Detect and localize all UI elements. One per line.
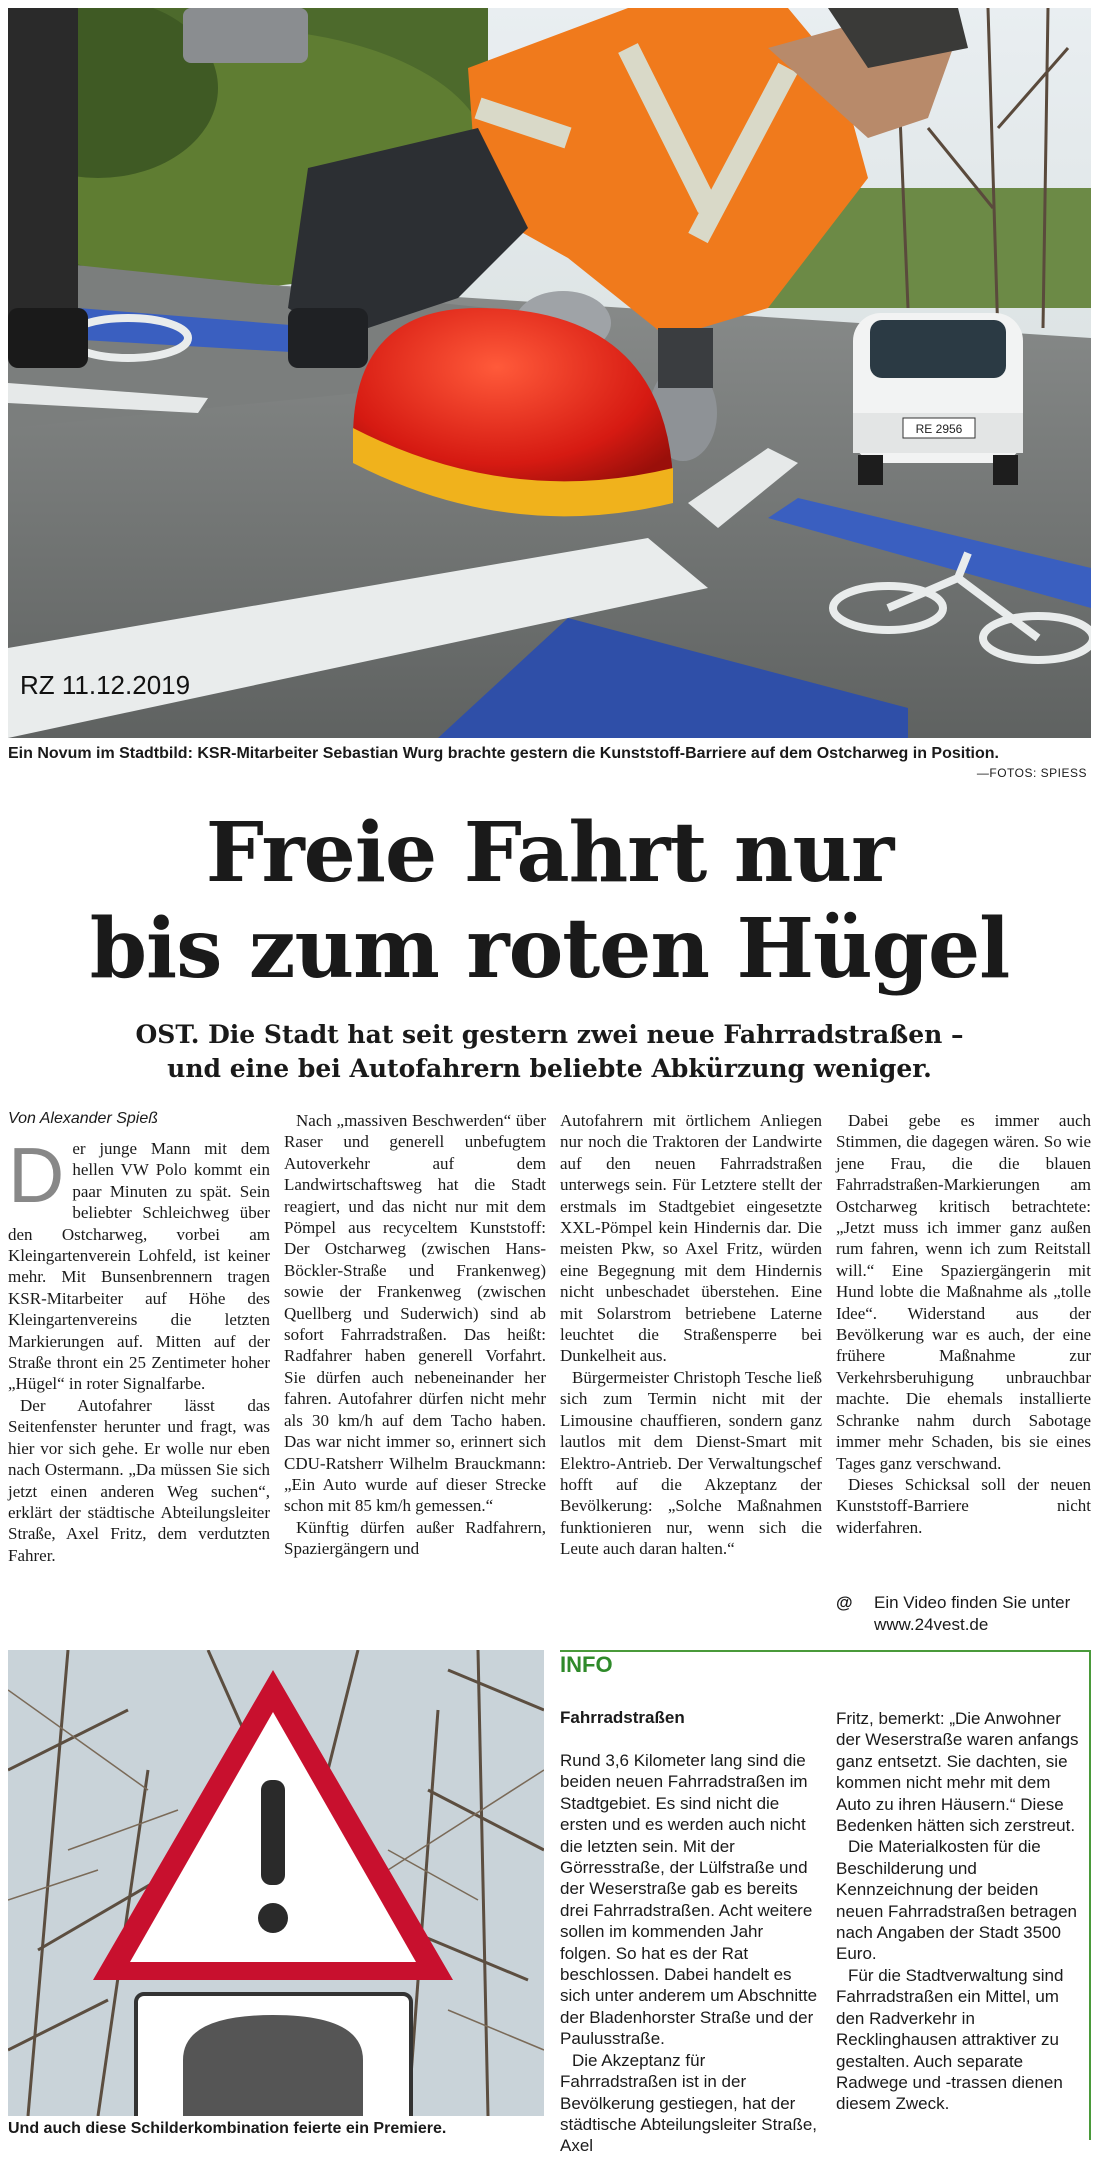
- article-column-1: [8, 1131, 270, 1566]
- info-title: INFO: [560, 1652, 613, 1677]
- info-column-2: [836, 1708, 1086, 2115]
- date-stamp: RZ 11.12.2019: [20, 670, 191, 700]
- at-icon: @: [836, 1593, 853, 1612]
- article-paragraph: Bürgermeister Christoph Tesche ließ sich zum Termin nicht mit der Limousine chauffieren, sondern ganz lautlos mit dem Dienst-Smart mit Elektro-Antrieb. Der Verwaltungschef hofft auf die Akzeptanz der Bevölkerung: „Solche Maßnahmen funktionieren nur, wenn sich die Leute auch daran halten.“: [560, 1367, 822, 1559]
- article-paragraph: er junge Mann mit dem hellen VW Polo kommt ein paar Minuten zu spät. Sein beliebter Schleichweg über den Ostcharweg, vorbei am Kleingartenverein Lohfeld, ist keiner mehr. Mit Bunsenbrennern tragen KSR-Mitarbeiter auf Höhe des Kleingartenvereins die letzten Markierungen auf. Mitten auf der Straße thront ein 25 Zentimeter hoher „Hügel“ in roter Signalfarbe.: [8, 1139, 270, 1394]
- article-paragraph: Dabei gebe es immer auch Stimmen, die dagegen wären. So wie jene Frau, die die blauen Fahrradstraßen-Markierungen am Ostcharweg kritisch betrachtete: „Jetzt muss ich immer ganz außen rum fahren, wenn ich zum Reitstall will.“ Eine Spaziergängerin mit Hund lobte die Maßnahme als „tolle Idee“. Widerstand aus der Bevölkerung war es auch, der eine frühere Maßnahme zur Verkehrsberuhigung unbrauchbar machte. Die ehemals installierte Schranke nahm durch Sabotage immer mehr Schaden, bis sie eines Tages ganz verschwand.: [836, 1111, 1091, 1473]
- article-paragraph: Künftig dürfen außer Radfahrern, Spaziergängern und: [284, 1517, 546, 1559]
- photo-credit: —FOTOS: SPIESS: [976, 766, 1087, 780]
- warning-sign-photo: [8, 1650, 544, 2116]
- headline-line-1: Freie Fahrt nur: [205, 805, 894, 901]
- article-paragraph: Autofahrern mit örtlichem Anliegen nur noch die Traktoren der Landwirte auf den neuen Fahrradstraßen unterwegs sein. Für Letztere stellt der erstmals im Stadtgebiet eingesetzte XXL-Pömpel kein Hindernis dar. Die meisten Pkw, so Axel Fritz, würden eine Begegnung mit dem Hindernis nicht unbeschadet überstehen. Eine mit Solarstrom betriebene Laterne leuchtet die Straßensperre bei Dunkelheit aus.: [560, 1111, 822, 1366]
- article-paragraph: Dieses Schicksal soll der neuen Kunststoff-Barriere nicht widerfahren.: [836, 1474, 1091, 1537]
- drop-cap: D: [8, 1131, 65, 1219]
- headline-line-2: bis zum roten Hügel: [89, 901, 1010, 997]
- bottom-photo-caption: Und auch diese Schilderkombination feierte ein Premiere.: [8, 2120, 447, 2137]
- top-photo-caption: Ein Novum im Stadtbild: KSR-Mitarbeiter Sebastian Wurg brachte gestern die Kunststoff-Barriere auf dem Ostcharweg in Position.: [8, 745, 999, 762]
- road-worker-photo: [8, 8, 1091, 738]
- car-plate: RE 2956: [915, 422, 963, 436]
- info-paragraph: Für die Stadtverwaltung sind Fahrradstraßen ein Mittel, um den Radverkehr in Recklinghausen attraktiver zu gestalten. Auch separate Radwege und -trassen dienen diesem Zweck.: [836, 1965, 1064, 2114]
- info-subtitle: Fahrradstraßen: [560, 1708, 685, 1727]
- subheadline: [0, 1018, 1099, 1086]
- info-paragraph: Die Akzeptanz für Fahrradstraßen ist in der Bevölkerung gestiegen, hat der städtische Abteilungsleiter Straße, Axel: [560, 2050, 818, 2156]
- article-column-3: [560, 1110, 822, 1560]
- exclamation-icon: [261, 1780, 285, 1885]
- headline: [0, 805, 1099, 997]
- info-paragraph: Fritz, bemerkt: „Die Anwohner der Weserstraße waren anfangs ganz entsetzt. Sie dachten, sie kommen nicht mehr mit dem Auto zu ihren Häusern.“ Diese Bedenken hätten sich zerstreut.: [836, 1709, 1079, 1836]
- dome-symbol-icon: [183, 2015, 363, 2116]
- info-paragraph: Rund 3,6 Kilometer lang sind die beiden neuen Fahrradstraßen im Stadtgebiet. Es sind nicht die ersten und es werden auch nicht die letzten sein. Mit der Görresstraße, der Lülfstraße und der Weserstraße gab es bereits drei Fahrradstraßen. Acht weitere sollen im kommenden Jahr folgen. So hat es der Rat beschlossen. Dabei handelt es sich unter anderem um Abschnitte der Bladenhorster Straße und der Paulusstraße.: [560, 1751, 818, 2049]
- article-column-2: [284, 1110, 546, 1560]
- top-photo: [8, 8, 1091, 738]
- subhead-line-2: und eine bei Autofahrern beliebte Abkürzung weniger.: [167, 1054, 932, 1083]
- article-paragraph: Nach „massiven Beschwerden“ über Raser und generell unbefugtem Autoverkehr auf dem Landwirtschaftsweg hat die Stadt reagiert, und das nicht nur mit dem Pömpel aus recyceltem Kunststoff: Der Ostcharweg (zwischen Hans-Böckler-Straße und Frankenweg) sowie der Frankenweg (zwischen Quellberg und Suderwich) sind ab sofort Fahrradstraßen. Das heißt: Radfahrer haben generell Vorfahrt. Sie dürfen auch nebeneinander her fahren. Autofahrer dürfen nicht mehr als 30 km/h auf dem Tacho haben. Das war nicht immer so, erinnert sich CDU-Ratsherr Wilhelm Brauckmann: „Ein Auto wurde auf dieser Strecke schon mit 85 km/h gemessen.“: [284, 1111, 546, 1516]
- info-paragraph: Die Materialkosten für die Beschilderung und Kennzeichnung der beiden neuen Fahrradstraßen betragen nach Angaben der Stadt 3500 Euro.: [836, 1837, 1077, 1964]
- bottom-photo: [8, 1650, 544, 2116]
- article-column-4: [836, 1110, 1091, 1538]
- byline: Von Alexander Spieß: [8, 1110, 159, 1127]
- car: [853, 313, 1023, 485]
- video-link-text[interactable]: Ein Video finden Sie unter www.24vest.de: [874, 1593, 1071, 1634]
- article-paragraph: Der Autofahrer lässt das Seitenfenster herunter und fragt, was hier vor sich gehe. Er wolle nur eben nach Ostermann. „Da müssen Sie sich jetzt einen anderen Weg suchen“, erklärt der städtische Abteilungsleiter Straße, Axel Fritz, dem verdutzten Fahrer.: [8, 1395, 270, 1565]
- subhead-line-1: OST. Die Stadt hat seit gestern zwei neue Fahrradstraßen –: [135, 1020, 964, 1049]
- info-column-1: [560, 1750, 818, 2157]
